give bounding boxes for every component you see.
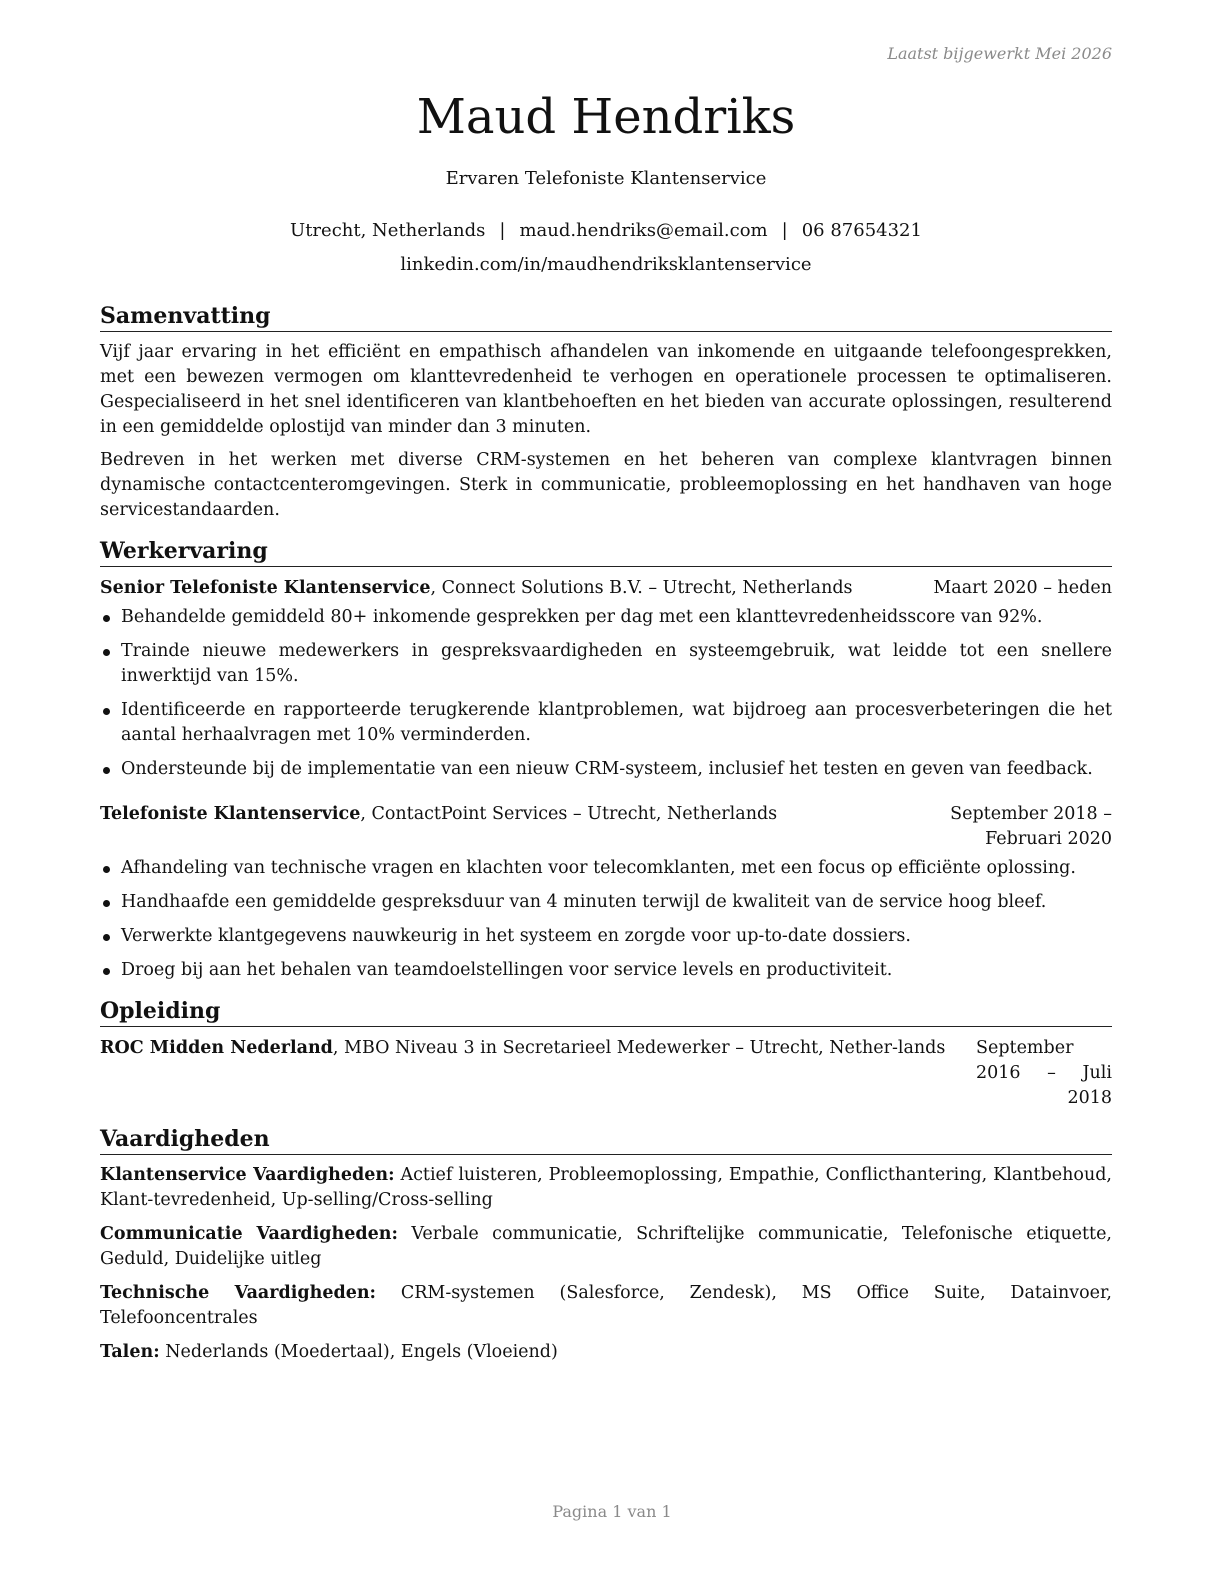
education-period-line: September 2016 – Juli bbox=[976, 1038, 1112, 1083]
skill-label: Communicatie Vaardigheden: bbox=[100, 1224, 398, 1244]
education-heading bbox=[100, 1036, 976, 1061]
section-title-skills: Vaardigheden bbox=[100, 1125, 1112, 1155]
bullet-item: Droeg bij aan het behalen van teamdoelstellingen voor service levels en productiviteit. bbox=[100, 958, 1112, 983]
education-entry bbox=[100, 1036, 1112, 1111]
skill-value: CRM-systemen (Salesforce, Zendesk), MS Office Suite, Datainvoer, Telefooncentrales bbox=[100, 1283, 1112, 1328]
job-header bbox=[100, 802, 1112, 852]
summary-paragraph: Bedreven in het werken met diverse CRM-systemen en het beheren van complexe klantvragen binnen dynamische contactcenteromgevingen. Sterk in communicatie, probleemoplossing en het handhaven van hoge servicestandaarden. bbox=[100, 450, 1112, 520]
contact-line bbox=[100, 219, 1112, 243]
job-entry bbox=[100, 576, 1112, 782]
experience-section bbox=[100, 537, 1112, 983]
skill-value: Actief luisteren, Probleemoplossing, Empathie, Conflicthantering, Klantbehoud, Klant-tevredenheid, Up-selling/Cross-selling bbox=[100, 1165, 1112, 1210]
bullet-item: Handhaafde een gemiddelde gespreksduur van 4 minuten terwijl de kwaliteit van de service hoog bleef. bbox=[100, 890, 1112, 915]
skill-line bbox=[100, 1163, 1112, 1213]
education-details: , MBO Niveau 3 in Secretarieel Medewerker – Utrecht, Nether-lands bbox=[332, 1038, 946, 1058]
education-period bbox=[976, 1036, 1112, 1111]
school-name: ROC Midden Nederland bbox=[100, 1038, 333, 1058]
job-period: Maart 2020 – heden bbox=[933, 578, 1112, 598]
skill-value: Verbale communicatie, Schriftelijke communicatie, Telefonische etiquette, Geduld, Duidelijke uitleg bbox=[100, 1224, 1112, 1269]
job-role: Telefoniste Klantenservice bbox=[100, 804, 361, 824]
skill-line bbox=[100, 1222, 1112, 1272]
section-title-education: Opleiding bbox=[100, 997, 1112, 1027]
education-period-line: 2018 bbox=[1067, 1088, 1112, 1108]
skills-section bbox=[100, 1125, 1112, 1365]
skill-line bbox=[100, 1281, 1112, 1331]
linkedin-link[interactable]: linkedin.com/in/maudhendriksklantenservice bbox=[400, 254, 812, 275]
job-bullets bbox=[100, 605, 1112, 782]
email-link[interactable]: maud.hendriks@email.com bbox=[519, 220, 768, 241]
job-company: , ContactPoint Services – Utrecht, Netherlands bbox=[360, 804, 778, 824]
job-entry bbox=[100, 802, 1112, 983]
job-header bbox=[100, 576, 1112, 601]
bullet-item: Verwerkte klantgegevens nauwkeurig in het systeem en zorgde voor up-to-date dossiers. bbox=[100, 924, 1112, 949]
job-period: September 2018 – Februari 2020 bbox=[950, 804, 1112, 849]
last-updated: Laatst bijgewerkt Mei 2026 bbox=[887, 44, 1112, 63]
bullet-item: Ondersteunde bij de implementatie van een nieuw CRM-systeem, inclusief het testen en geven van feedback. bbox=[100, 757, 1112, 782]
separator: | bbox=[781, 220, 788, 241]
job-company: , Connect Solutions B.V. – Utrecht, Netherlands bbox=[430, 578, 853, 598]
job-role: Senior Telefoniste Klantenservice bbox=[100, 578, 431, 598]
skill-label: Technische Vaardigheden: bbox=[100, 1283, 377, 1303]
bullet-item: Afhandeling van technische vragen en klachten voor telecomklanten, met een focus op efficiënte oplossing. bbox=[100, 856, 1112, 881]
page-number: Pagina 1 van 1 bbox=[552, 1502, 672, 1521]
location: Utrecht, Netherlands bbox=[290, 220, 486, 241]
bullet-item: Behandelde gemiddeld 80+ inkomende gesprekken per dag met een klanttevredenheidsscore van 92%. bbox=[100, 605, 1112, 630]
summary-section bbox=[100, 302, 1112, 523]
resume-content bbox=[100, 302, 1112, 1365]
bullet-item: Identificeerde en rapporteerde terugkerende klantproblemen, wat bijdroeg aan procesverbeteringen die het aantal herhaalvragen met 10% verminderden. bbox=[100, 698, 1112, 748]
education-section bbox=[100, 997, 1112, 1111]
skill-label: Talen: bbox=[100, 1342, 160, 1362]
separator: | bbox=[499, 220, 506, 241]
phone: 06 87654321 bbox=[801, 220, 922, 241]
skill-label: Klantenservice Vaardigheden: bbox=[100, 1165, 395, 1185]
skill-value: Nederlands (Moedertaal), Engels (Vloeiend) bbox=[159, 1342, 558, 1362]
skill-line bbox=[100, 1340, 1112, 1365]
job-heading bbox=[100, 576, 921, 601]
job-bullets bbox=[100, 856, 1112, 983]
section-title-experience: Werkervaring bbox=[100, 537, 1112, 567]
bullet-item: Trainde nieuwe medewerkers in gespreksvaardigheden en systeemgebruik, wat leidde tot een snellere inwerktijd van 15%. bbox=[100, 639, 1112, 689]
job-heading bbox=[100, 802, 860, 827]
candidate-name: Maud Hendriks bbox=[416, 89, 796, 145]
job-title: Ervaren Telefoniste Klantenservice bbox=[445, 168, 767, 189]
section-title-summary: Samenvatting bbox=[100, 302, 1112, 332]
summary-paragraph: Vijf jaar ervaring in het efficiënt en empathisch afhandelen van inkomende en uitgaande telefoongesprekken, met een bewezen vermogen om klanttevredenheid te verhogen en operationele processen te optimaliseren. Gespecialiseerd in het snel identificeren van klantbehoeften en het bieden van accurate oplossingen, resulterend in een gemiddelde oplostijd van minder dan 3 minuten. bbox=[100, 342, 1112, 437]
